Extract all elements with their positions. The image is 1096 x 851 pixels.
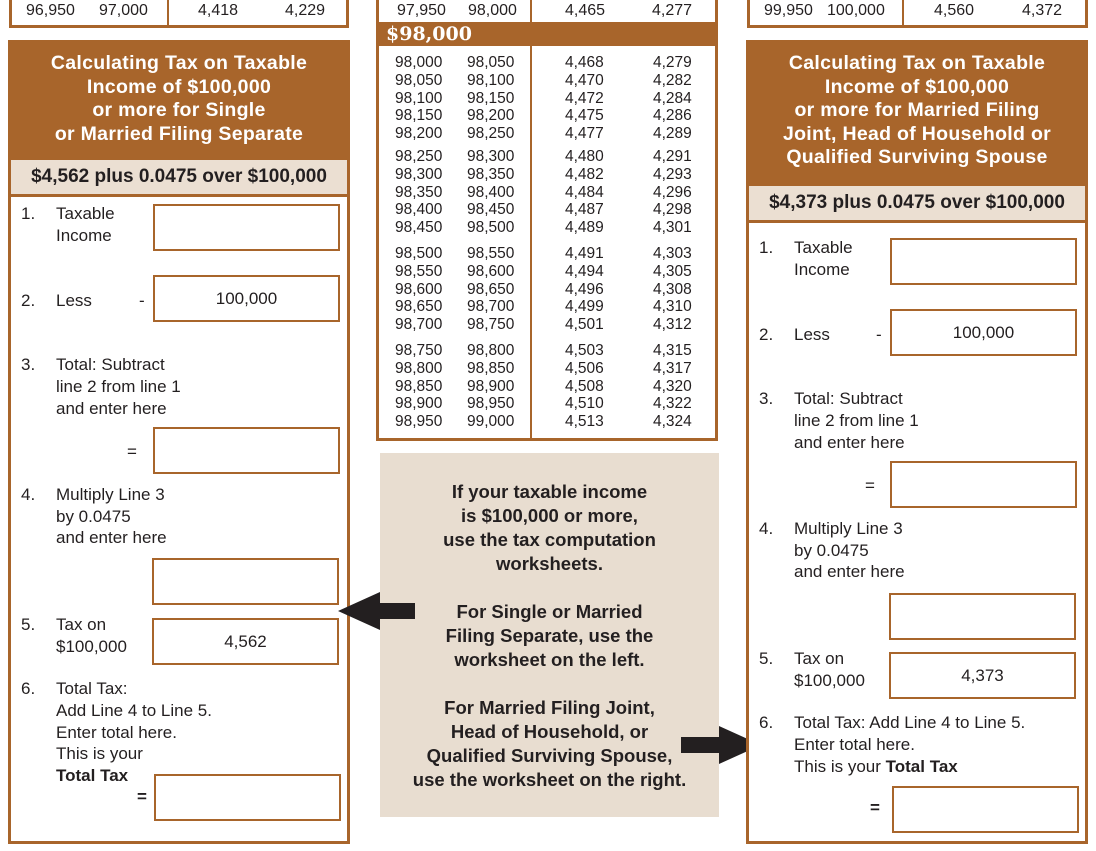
- table-row-group: [379, 245, 715, 334]
- cell: 96,950: [26, 2, 75, 19]
- table-cell: 98,500: [395, 245, 443, 262]
- table-cell: 4,298: [653, 201, 692, 219]
- tax-on-100000-value: 4,562: [224, 631, 267, 651]
- table-cell: 98,400: [467, 183, 515, 201]
- table-cell: 4,286: [653, 107, 692, 125]
- table-cell: 4,482: [565, 165, 604, 183]
- table-cell: 4,503: [565, 342, 604, 359]
- line-label: line 2 from line 1: [56, 377, 181, 396]
- table-cell: 98,300: [395, 165, 443, 183]
- line-number: 4.: [21, 485, 36, 504]
- table-row-group: [379, 148, 715, 237]
- table-cell: 99,000: [467, 413, 515, 431]
- line-number: 4.: [759, 519, 774, 538]
- table-row: [379, 201, 715, 219]
- cell: 4,277: [652, 2, 693, 19]
- table-cell: 4,477: [565, 125, 604, 143]
- cell: 4,560: [934, 2, 975, 19]
- table-cell: 4,484: [565, 183, 604, 201]
- line-label: Taxable: [794, 238, 853, 257]
- table-row: [379, 107, 715, 125]
- table-row-group: [379, 342, 715, 431]
- table-cell: 4,289: [653, 125, 692, 143]
- table-cell: 98,450: [467, 201, 515, 219]
- table-cell: 98,300: [467, 148, 515, 165]
- equals-sign: =: [137, 787, 147, 806]
- line-label: Taxable: [56, 204, 115, 223]
- taxable-income-field[interactable]: [153, 204, 340, 251]
- table-cell: 98,850: [467, 359, 515, 377]
- table-cell: 98,650: [467, 280, 515, 298]
- table-cell: 98,800: [467, 342, 515, 359]
- table-cell: 4,499: [565, 298, 604, 316]
- line-label: [794, 756, 958, 778]
- line-label: $100,000: [794, 671, 865, 690]
- equals-sign: =: [127, 442, 137, 461]
- table-row: [379, 298, 715, 316]
- line-label: Total Tax: [56, 766, 129, 785]
- title-line: or Married Filing Separate: [54, 122, 304, 145]
- table-row: [379, 148, 715, 166]
- tax-on-100000-field: [889, 652, 1076, 699]
- table-cell: 98,700: [467, 298, 515, 316]
- table-cell: 4,513: [565, 413, 604, 431]
- title-line: Income of $100,000: [86, 75, 272, 98]
- line-label: Multiply Line 3: [56, 485, 165, 504]
- table-cell: 4,284: [653, 89, 692, 107]
- table-cell: 4,496: [565, 280, 604, 298]
- line-label: line 2 from line 1: [794, 411, 919, 430]
- table-row: [379, 54, 715, 72]
- line-label: and enter here: [794, 562, 905, 581]
- minus-sign: -: [876, 325, 882, 344]
- table-cell: 98,400: [395, 201, 443, 219]
- table-row: [379, 360, 715, 378]
- line-label-text: This is your: [794, 757, 886, 776]
- cell: 4,418: [198, 2, 239, 19]
- table-cell: 4,296: [653, 183, 692, 201]
- cell: 97,950: [397, 2, 446, 19]
- left-worksheet-title: [11, 43, 347, 157]
- tax-on-100000-field: [152, 618, 339, 665]
- line4-field[interactable]: [889, 593, 1076, 640]
- table-cell: 4,322: [653, 395, 692, 413]
- info-line: worksheets.: [496, 553, 603, 574]
- equals-sign: =: [870, 798, 880, 817]
- table-cell: 98,050: [395, 71, 443, 89]
- line-label: and enter here: [56, 528, 167, 547]
- less-value: 100,000: [215, 288, 278, 308]
- title-line: or more for Single: [92, 99, 266, 121]
- table-cell: 98,700: [395, 316, 443, 334]
- line-label: Total Tax: Add Line 4 to Line 5.: [794, 713, 1026, 732]
- table-cell: 98,800: [395, 359, 443, 377]
- table-cell: 98,250: [395, 148, 443, 165]
- table-cell: 98,350: [467, 165, 515, 183]
- top-row-right: [747, 0, 1088, 28]
- table-cell: 4,310: [653, 298, 692, 316]
- table-cell: 98,450: [395, 219, 443, 237]
- equals-sign: =: [865, 476, 875, 495]
- table-row: [379, 219, 715, 237]
- table-row: [379, 378, 715, 396]
- table-row: [379, 395, 715, 413]
- line-number: 6.: [21, 679, 36, 698]
- table-cell: 4,510: [565, 395, 604, 413]
- table-row: [379, 125, 715, 143]
- table-row: [379, 316, 715, 334]
- table-cell: 4,487: [565, 201, 604, 219]
- cell: 100,000: [827, 2, 885, 19]
- line-number: 2.: [759, 325, 774, 344]
- table-cell: 98,350: [395, 183, 443, 201]
- line-label: This is your: [56, 744, 143, 763]
- tax-table: [376, 0, 718, 441]
- cell: 4,465: [565, 2, 606, 19]
- line-label: by 0.0475: [56, 507, 131, 526]
- line-label: Total: Subtract: [794, 389, 903, 408]
- line-label: Multiply Line 3: [794, 519, 903, 538]
- table-cell: 98,250: [467, 125, 515, 143]
- info-line: use the worksheet on the right.: [412, 769, 687, 790]
- right-worksheet-title: [749, 43, 1085, 183]
- line-label: Income: [56, 226, 112, 245]
- line-number: 1.: [21, 204, 36, 223]
- left-worksheet-formula: $4,562 plus 0.0475 over $100,000: [11, 157, 347, 197]
- table-row: [379, 72, 715, 90]
- line-number: 3.: [21, 355, 36, 374]
- table-cell: 4,279: [653, 54, 692, 71]
- line-number: 1.: [759, 238, 774, 257]
- cell: 99,950: [764, 2, 813, 19]
- info-line: is $100,000 or more,: [461, 505, 638, 526]
- table-row: [379, 90, 715, 108]
- title-line: Calculating Tax on Taxable: [50, 52, 308, 74]
- line4-field[interactable]: [152, 558, 339, 605]
- table-cell: 4,324: [653, 413, 692, 431]
- less-value: 100,000: [952, 322, 1015, 342]
- info-line: Qualified Surviving Spouse,: [426, 745, 673, 766]
- top-row-left: [9, 0, 349, 28]
- cell: 4,229: [285, 2, 326, 19]
- table-cell: 4,315: [653, 342, 692, 359]
- line-number: 3.: [759, 389, 774, 408]
- title-line: Calculating Tax on Taxable: [788, 52, 1046, 74]
- line-label: by 0.0475: [794, 541, 869, 560]
- line-label: Less: [794, 325, 830, 344]
- right-worksheet-formula: $4,373 plus 0.0475 over $100,000: [749, 183, 1085, 223]
- table-cell: 98,100: [467, 71, 515, 89]
- line-label: Enter total here.: [794, 735, 915, 754]
- table-cell: 4,282: [653, 71, 692, 89]
- table-cell: 98,950: [395, 413, 443, 431]
- table-row: [379, 166, 715, 184]
- table-cell: 4,470: [565, 71, 604, 89]
- table-cell: 98,950: [467, 395, 515, 413]
- instructions-box: [380, 453, 719, 817]
- table-cell: 4,475: [565, 107, 604, 125]
- table-cell: 4,494: [565, 262, 604, 280]
- table-cell: 4,501: [565, 316, 604, 334]
- line-label: Enter total here.: [56, 723, 177, 742]
- info-line: For Single or Married: [456, 601, 643, 622]
- table-cell: 4,293: [653, 165, 692, 183]
- info-line: If your taxable income: [451, 481, 648, 502]
- table-cell: 98,150: [395, 107, 443, 125]
- table-cell: 4,317: [653, 359, 692, 377]
- line-label: Tax on: [56, 615, 107, 634]
- taxable-income-field[interactable]: [890, 238, 1077, 285]
- table-cell: 4,305: [653, 262, 692, 280]
- less-field: [890, 309, 1077, 356]
- line3-total-field[interactable]: [890, 461, 1077, 508]
- table-cell: 4,506: [565, 359, 604, 377]
- table-row-group: [379, 54, 715, 143]
- arrow-left-icon: [338, 592, 418, 630]
- info-line: use the tax computation: [443, 529, 656, 550]
- line-label: Add Line 4 to Line 5.: [56, 701, 212, 720]
- right-worksheet: [746, 40, 1088, 844]
- table-cell: 98,900: [467, 377, 515, 395]
- title-line: Income of $100,000: [824, 75, 1010, 98]
- total-tax-field[interactable]: [154, 774, 341, 821]
- line-label: $100,000: [56, 637, 127, 656]
- line-number: 2.: [21, 291, 36, 310]
- table-cell: 98,200: [395, 125, 443, 143]
- title-line: Qualified Surviving Spouse: [786, 146, 1048, 168]
- total-tax-field[interactable]: [892, 786, 1079, 833]
- line-label: Total: Subtract: [56, 355, 165, 374]
- table-cell: 98,750: [395, 342, 443, 359]
- table-cell: 98,100: [395, 89, 443, 107]
- less-field: [153, 275, 340, 322]
- line3-total-field[interactable]: [153, 427, 340, 474]
- table-cell: 98,200: [467, 107, 515, 125]
- info-line: Filing Separate, use the: [445, 625, 654, 646]
- table-cell: 4,301: [653, 219, 692, 237]
- tax-table-header: $98,000: [379, 22, 715, 46]
- line-number: 5.: [759, 649, 774, 668]
- table-cell: 4,312: [653, 316, 692, 334]
- table-cell: 4,489: [565, 219, 604, 237]
- table-cell: 4,472: [565, 89, 604, 107]
- line-label: Income: [794, 260, 850, 279]
- line-label: and enter here: [56, 399, 167, 418]
- table-cell: 98,600: [395, 280, 443, 298]
- table-cell: 98,550: [467, 245, 515, 262]
- table-cell: 98,550: [395, 262, 443, 280]
- table-cell: 4,508: [565, 377, 604, 395]
- table-cell: 98,000: [395, 54, 443, 71]
- cell: 97,000: [99, 2, 148, 19]
- line-label: Tax on: [794, 649, 845, 668]
- info-line: Head of Household, or: [450, 721, 649, 742]
- table-row: [379, 245, 715, 263]
- table-cell: 4,303: [653, 245, 692, 262]
- table-cell: 4,491: [565, 245, 604, 262]
- table-row: [379, 184, 715, 202]
- table-row: [379, 263, 715, 281]
- table-cell: 98,650: [395, 298, 443, 316]
- info-line: worksheet on the left.: [454, 649, 645, 670]
- left-worksheet: [8, 40, 350, 844]
- table-cell: 4,468: [565, 54, 604, 71]
- line-label: and enter here: [794, 433, 905, 452]
- table-cell: 98,150: [467, 89, 515, 107]
- table-cell: 4,308: [653, 280, 692, 298]
- table-cell: 98,500: [467, 219, 515, 237]
- line-number: 5.: [21, 615, 36, 634]
- table-cell: 4,480: [565, 148, 604, 165]
- minus-sign: -: [139, 291, 145, 310]
- table-cell: 98,750: [467, 316, 515, 334]
- title-line: Joint, Head of Household or: [782, 122, 1052, 145]
- total-tax-label: Total Tax: [885, 757, 958, 776]
- title-line: or more for Married Filing: [794, 99, 1040, 121]
- table-cell: 98,050: [467, 54, 515, 71]
- table-cell: 98,600: [467, 262, 515, 280]
- table-cell: 98,850: [395, 377, 443, 395]
- tax-on-100000-value: 4,373: [961, 665, 1004, 685]
- table-row: [379, 342, 715, 360]
- cell: 4,372: [1022, 2, 1063, 19]
- line-number: 6.: [759, 713, 774, 732]
- table-cell: 4,291: [653, 148, 692, 165]
- line-label: Less: [56, 291, 92, 310]
- cell: 98,000: [468, 2, 517, 19]
- table-cell: 98,900: [395, 395, 443, 413]
- table-cell: 4,320: [653, 377, 692, 395]
- line-label: Total Tax:: [56, 679, 128, 698]
- info-line: For Married Filing Joint,: [444, 697, 655, 718]
- table-row: [379, 281, 715, 299]
- table-row: [379, 413, 715, 431]
